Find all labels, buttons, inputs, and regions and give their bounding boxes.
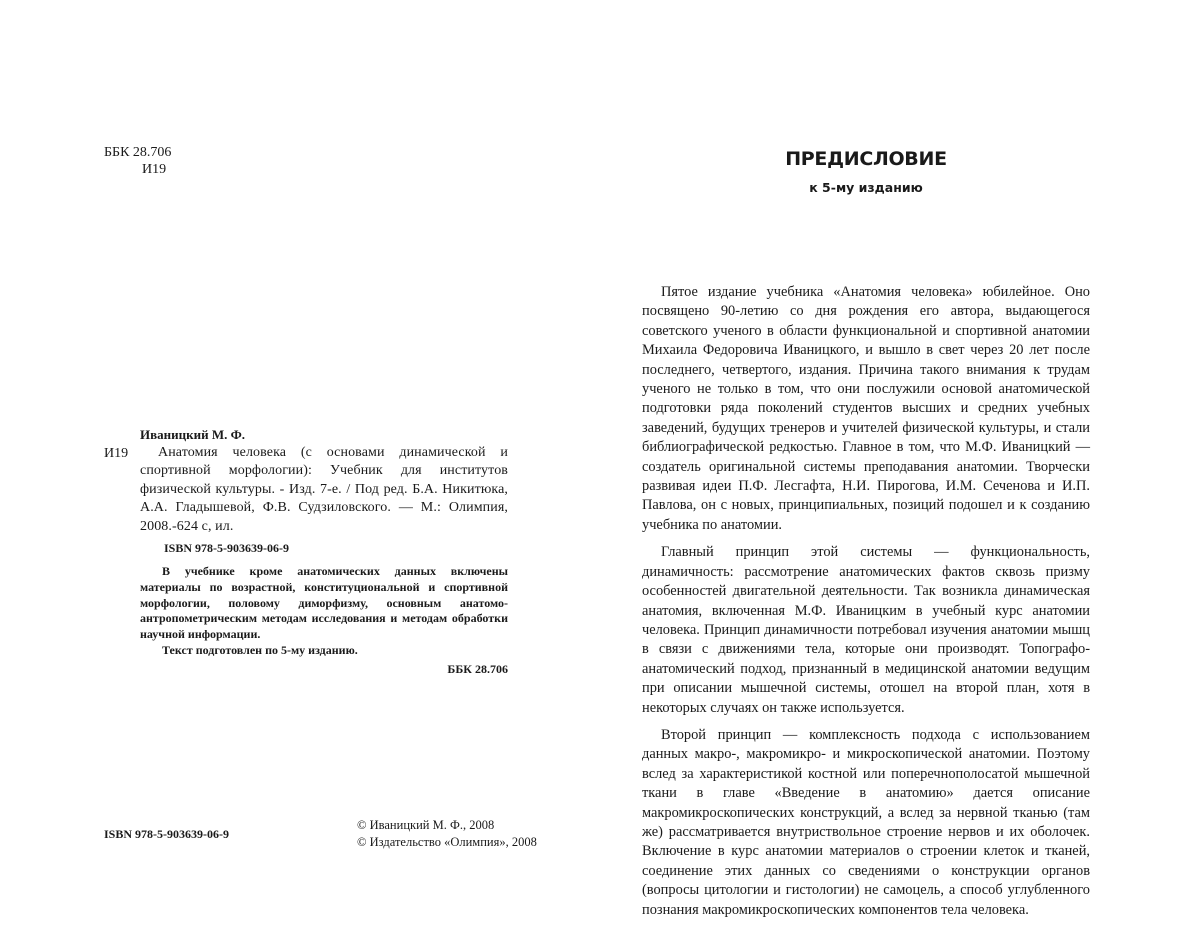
preface-subtitle: к 5-му изданию <box>809 180 923 195</box>
preface-paragraph: Второй принцип — комплексность подхода с использованием данных макро-, макромикро- и микроскопической анатомии. Поэтому вслед за характеристикой костной или поперечнополосатой мышечной ткани в главе «Введение в анатомию» дается описание макромикроскопических конструкций, а вслед за нервной тканью (там же) рассматривается внутриствольное строение нервов и их оболочек. Включение в курс анатомии материалов о строении клеток и тканей, соединение этих данных со сведениями о конструкции органов (вопросы цитологии и гистологии) не самоцель, а способ углубленного познания макромикроскопических компонентов тела человека. <box>642 726 1090 918</box>
annotation-paragraph: Текст подготовлен по 5-му изданию. <box>162 642 358 657</box>
copyright-publisher: © Издательство «Олимпия», 2008 <box>357 835 537 849</box>
isbn-footer: ISBN 978-5-903639-06-9 <box>104 827 229 841</box>
bibliographic-reference: Анатомия человека (с основами динамической и спортивной морфологии): Учебник для институтов физической культуры. - Изд. 7-е. / Под ред. Б.А. Никитюка, А.А. Гладышевой, Ф.В. Судзиловского. — М.: Олимпия, 2008.-624 с, ил. <box>140 445 508 534</box>
annotation <box>140 564 508 659</box>
isbn-label: ISBN 978-5-903639-06-9 <box>164 541 289 555</box>
copyright-author: © Иваницкий М. Ф., 2008 <box>357 818 495 832</box>
bbk-classification <box>104 144 171 178</box>
annotation-paragraph: В учебнике кроме анатомических данных включены материалы по возрастной, конституциональной и спортивной морфологии, половому диморфизму, основным анатомо-антропометрическим методам исследования и методам обработки научной информации. <box>140 564 508 642</box>
author-mark: И19 <box>142 162 167 177</box>
bbk-footer: ББК 28.706 <box>447 662 508 676</box>
preface-paragraph: Пятое издание учебника «Анатомия человека» юбилейное. Оно посвящено 90-летию со дня рождения его автора, выдающегося советского ученого в области функциональной и спортивной анатомии Михаила Федоровича Иваницкого, и вышло в свет через 20 лет после последнего, четвертого, издания. Причина такого внимания к трудам ученого не только в том, что они послужили основой анатомической подготовки ряда поколений студентов высших и средних учебных заведений, будущих тренеров и учителей физической культуры, и стали библиографической редкостью. Главное в том, что М.Ф. Иваницкий — создатель оригинальной системы преподавания анатомии. Творчески развивая идеи П.Ф. Лесгафта, Н.И. Пирогова, И.М. Сеченова и И.П. Павлова, он с новых, принципиальных, позиций подошел и к созданию учебника по анатомии. <box>642 284 1090 533</box>
preface-title: ПРЕДИСЛОВИЕ <box>785 148 947 170</box>
preface-paragraph: Главный принцип этой системы — функциональность, динамичность: рассмотрение анатомических фактов сквозь призму особенностей двигательной деятельности. Так возникла динамическая анатомия, включенная М.Ф. Иваницким в учебный курс анатомии человека. Принцип динамичности потребовал изучения анатомии мышц в связи с движениями тела, которые они производят. Топографо-анатомический подход, признанный в медицинской анатомии ведущим при описании мышечной системы, отошел на второй план, хотя в некоторых случаях он также используется. <box>642 544 1090 716</box>
author-name: Иваницкий М. Ф. <box>140 427 246 442</box>
preface-body <box>642 283 1090 928</box>
reference-code: И19 <box>104 446 129 461</box>
bbk-code: ББК 28.706 <box>104 145 172 160</box>
copyright-block <box>357 817 537 851</box>
